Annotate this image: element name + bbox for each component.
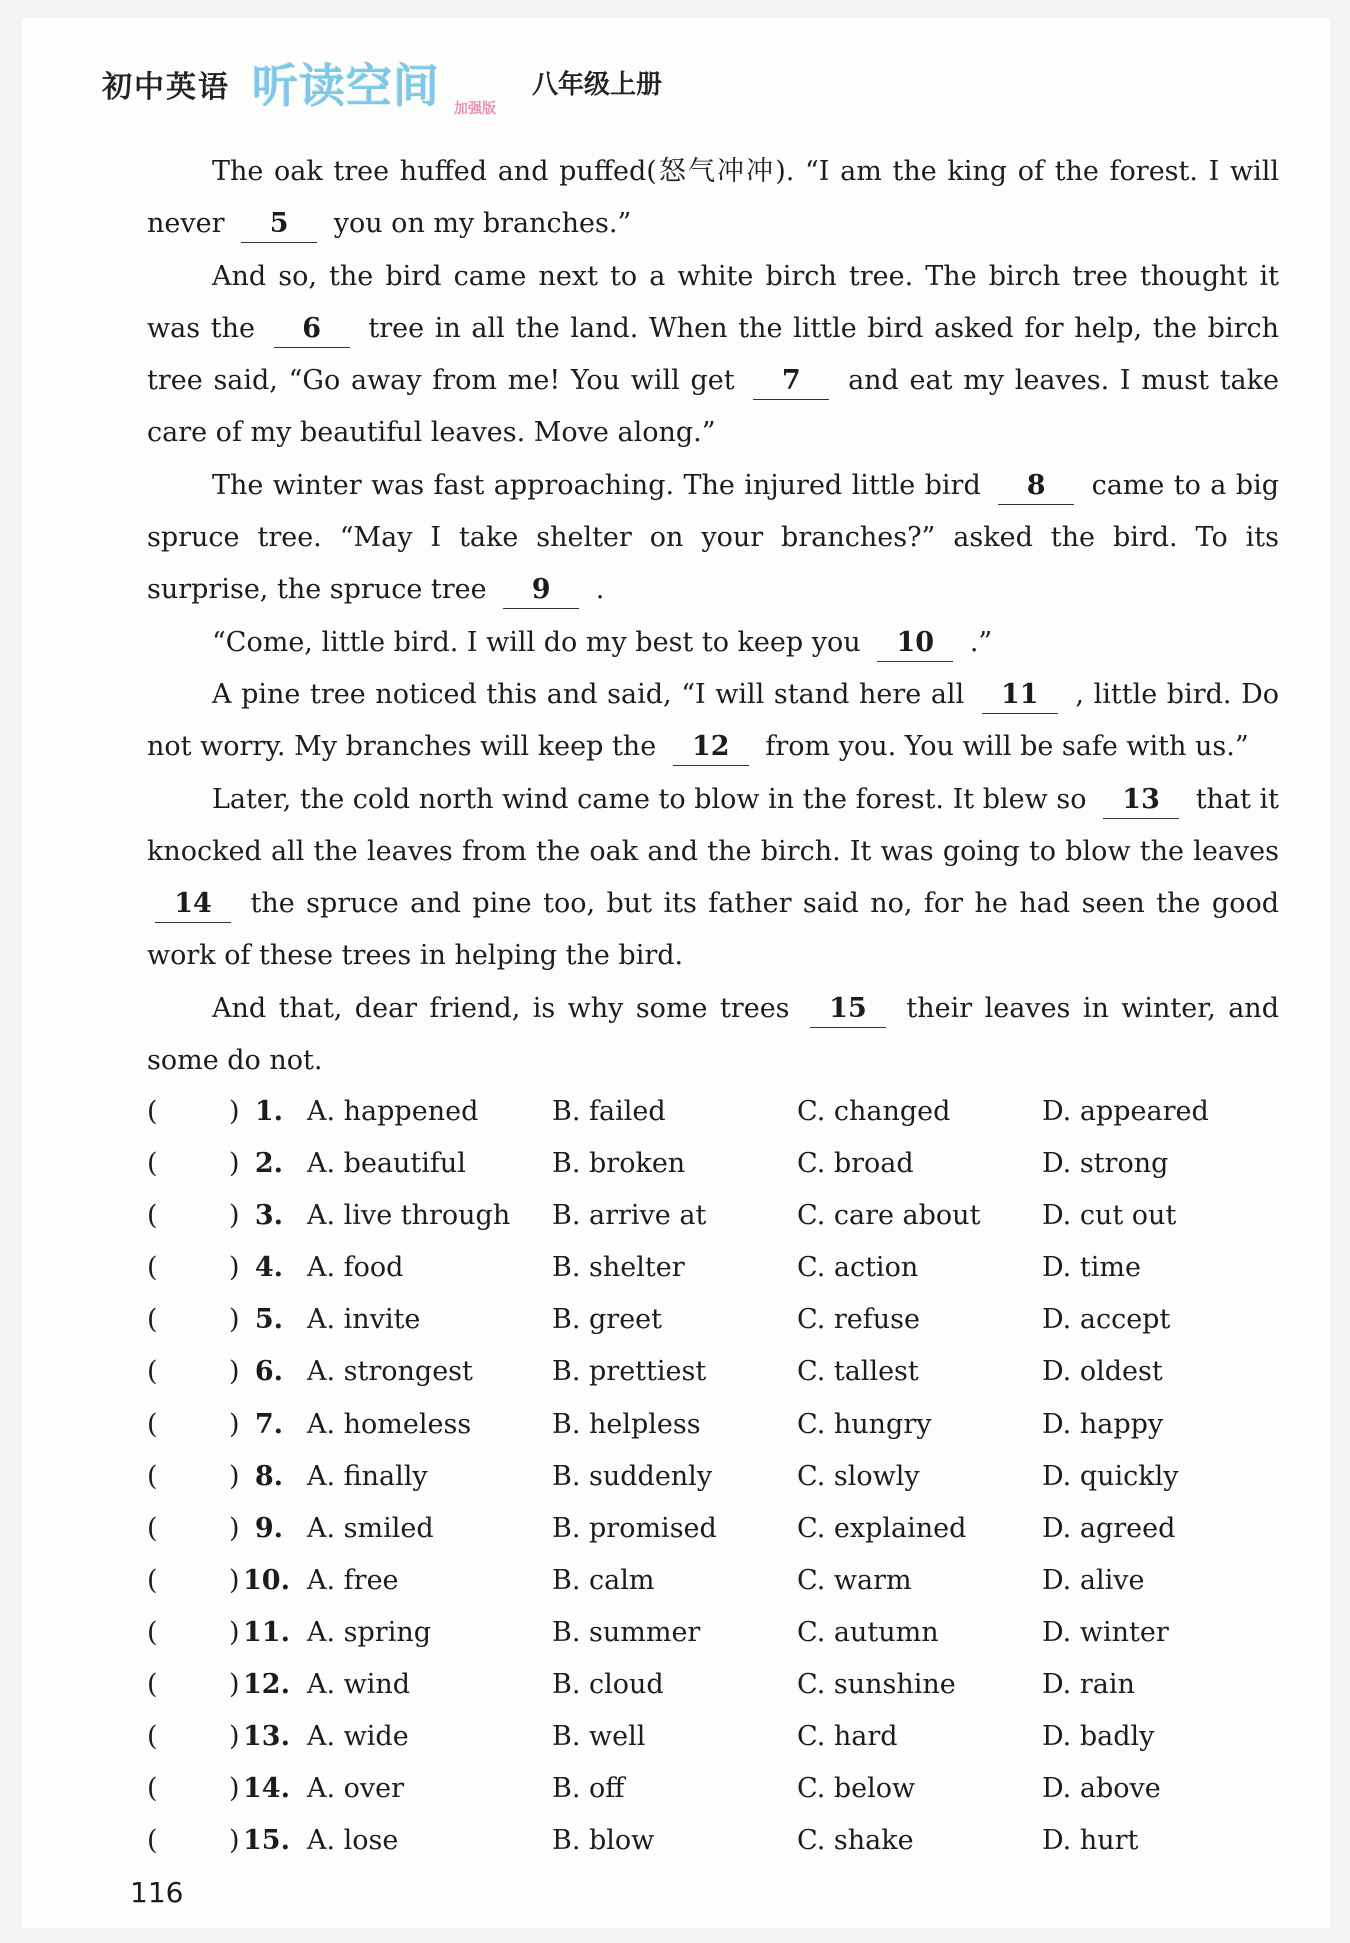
option-c: C. sunshine: [797, 1669, 956, 1701]
answer-paren-left: (: [147, 1096, 158, 1127]
question-row: [147, 1451, 1279, 1503]
blank-number: 5: [241, 206, 317, 243]
option-d: D. alive: [1042, 1564, 1145, 1596]
blank-number: 12: [673, 729, 749, 766]
passage-text: Later, the cold north wind came to blow in the forest. It blew so: [212, 783, 1087, 815]
passage-text: and eat my leaves. I must take care of my beautiful leaves. Move along.”: [147, 365, 1279, 449]
question-row: [147, 1659, 1279, 1711]
option-b: B. cloud: [552, 1669, 664, 1701]
question-number: 15.: [243, 1825, 290, 1857]
page: [22, 18, 1330, 1928]
question-number: 6.: [254, 1356, 283, 1388]
option-b: B. calm: [552, 1564, 655, 1596]
answer-paren-left: (: [147, 1721, 158, 1753]
question-row: [147, 1242, 1279, 1294]
option-d: D. rain: [1042, 1669, 1135, 1701]
option-c: C. changed: [797, 1096, 951, 1127]
option-b: B. failed: [552, 1096, 666, 1127]
option-a: A. wind: [307, 1669, 411, 1701]
question-row: [147, 1711, 1279, 1763]
option-c: C. broad: [797, 1148, 914, 1180]
passage-text: came to a big spruce tree. “May I take shelter on your branches?” asked the bird. To its surprise, the spruce tree: [147, 469, 1280, 606]
option-d: D. agreed: [1042, 1512, 1176, 1544]
option-a: A. finally: [307, 1460, 428, 1492]
question-row: [147, 1294, 1279, 1346]
option-a: A. happened: [307, 1096, 479, 1127]
option-c: C. warm: [797, 1564, 912, 1596]
option-b: B. off: [552, 1773, 625, 1805]
option-c: C. shake: [797, 1825, 914, 1857]
question-number: 8.: [254, 1460, 283, 1492]
answer-paren-right: ): [229, 1304, 240, 1336]
option-a: A. homeless: [307, 1408, 472, 1440]
option-d: D. oldest: [1042, 1356, 1163, 1388]
option-d: D. accept: [1042, 1304, 1171, 1336]
option-c: C. action: [797, 1252, 919, 1284]
option-c: C. slowly: [797, 1460, 920, 1492]
passage-text: .: [595, 574, 605, 606]
answer-paren-right: ): [229, 1356, 240, 1388]
option-c: C. tallest: [797, 1356, 919, 1388]
question-number: 11.: [243, 1616, 290, 1648]
answer-paren-left: (: [147, 1616, 158, 1648]
option-a: A. live through: [307, 1200, 511, 1232]
blank-number: 14: [155, 886, 231, 923]
blank-number: 7: [753, 363, 829, 400]
answer-paren-left: (: [147, 1460, 158, 1492]
answer-paren-right: ): [229, 1825, 240, 1857]
option-d: D. quickly: [1042, 1460, 1179, 1492]
option-d: D. strong: [1042, 1148, 1169, 1180]
question-list: [147, 1086, 1279, 1867]
passage-paragraph: [147, 774, 1279, 983]
question-row: [147, 1190, 1279, 1242]
option-b: B. shelter: [552, 1252, 685, 1284]
answer-paren-right: ): [229, 1721, 240, 1753]
answer-paren-left: (: [147, 1669, 158, 1701]
option-a: A. free: [307, 1564, 399, 1596]
option-b: B. broken: [552, 1148, 686, 1180]
option-c: C. hungry: [797, 1408, 932, 1440]
answer-paren-left: (: [147, 1356, 158, 1388]
question-number: 7.: [254, 1408, 283, 1440]
passage-paragraph: [147, 146, 1279, 251]
answer-paren-right: ): [229, 1773, 240, 1805]
answer-paren-left: (: [147, 1825, 158, 1857]
option-a: A. over: [307, 1773, 405, 1805]
option-a: A. beautiful: [307, 1148, 466, 1180]
answer-paren-left: (: [147, 1408, 158, 1440]
blank-number: 6: [274, 311, 350, 348]
question-number: 3.: [254, 1200, 283, 1232]
passage-text: their leaves in winter, and some do not.: [147, 992, 1279, 1077]
question-number: 12.: [243, 1669, 290, 1701]
option-d: D. cut out: [1042, 1200, 1177, 1232]
answer-paren-left: (: [147, 1252, 158, 1284]
option-d: D. hurt: [1042, 1825, 1139, 1857]
passage-text: A pine tree noticed this and said, “I will stand here all: [212, 678, 965, 710]
brand-logo-text: 听读空间: [252, 59, 440, 113]
question-row: [147, 1086, 1279, 1138]
option-a: A. smiled: [307, 1512, 434, 1544]
answer-paren-right: ): [229, 1564, 240, 1596]
question-number: 4.: [254, 1252, 283, 1284]
passage-text: the spruce and pine too, but its father said no, for he had seen the good work of these trees in helping the bird.: [147, 888, 1279, 972]
answer-paren-right: ): [229, 1408, 240, 1440]
answer-paren-right: ): [229, 1200, 240, 1232]
passage-text: , little bird. Do not worry. My branches will keep the: [147, 678, 1279, 763]
blank-number: 15: [810, 991, 886, 1028]
question-row: [147, 1346, 1279, 1398]
option-c: C. explained: [797, 1512, 967, 1544]
passage-text: “Come, little bird. I will do my best to keep you: [212, 626, 861, 658]
option-a: A. wide: [307, 1721, 409, 1753]
option-d: D. appeared: [1042, 1096, 1209, 1127]
option-a: A. spring: [307, 1616, 432, 1648]
answer-paren-right: ): [229, 1616, 240, 1648]
question-row: [147, 1555, 1279, 1607]
answer-paren-left: (: [147, 1304, 158, 1336]
option-b: B. prettiest: [552, 1356, 707, 1388]
blank-number: 9: [503, 572, 579, 609]
question-number: 1.: [254, 1096, 283, 1127]
option-b: B. arrive at: [552, 1200, 707, 1232]
answer-paren-right: ): [229, 1669, 240, 1701]
question-number: 14.: [243, 1773, 290, 1805]
answer-paren-right: ): [229, 1512, 240, 1544]
blank-number: 13: [1103, 782, 1179, 819]
grade-label: 八年级上册: [532, 70, 663, 100]
option-a: A. invite: [307, 1304, 421, 1336]
question-row: [147, 1399, 1279, 1451]
option-c: C. autumn: [797, 1616, 939, 1648]
question-number: 5.: [254, 1304, 283, 1336]
page-number: 116: [130, 1876, 184, 1909]
passage-paragraph: [147, 617, 1279, 669]
passage-text: And that, dear friend, is why some trees: [212, 992, 790, 1024]
running-header: [102, 46, 722, 116]
option-d: D. badly: [1042, 1721, 1155, 1753]
answer-paren-right: ): [229, 1252, 240, 1284]
answer-paren-left: (: [147, 1148, 158, 1180]
question-number: 2.: [254, 1148, 283, 1180]
option-c: C. below: [797, 1773, 916, 1805]
blank-number: 11: [982, 677, 1058, 714]
passage-text: The oak tree huffed and puffed(怒气冲冲). “I am the king of the forest. I will never: [147, 156, 1279, 240]
passage-text: from you. You will be safe with us.”: [765, 731, 1249, 763]
question-number: 9.: [254, 1512, 283, 1544]
passage-text: And so, the bird came next to a white birch tree. The birch tree thought it was the: [147, 260, 1279, 344]
series-title: 初中英语: [102, 70, 230, 105]
option-b: B. suddenly: [552, 1460, 713, 1492]
option-b: B. promised: [552, 1512, 717, 1544]
option-d: D. winter: [1042, 1616, 1169, 1648]
question-number: 10.: [243, 1564, 290, 1596]
question-row: [147, 1763, 1279, 1815]
answer-paren-left: (: [147, 1200, 158, 1232]
answer-paren-left: (: [147, 1773, 158, 1805]
answer-paren-right: ): [229, 1096, 240, 1127]
option-b: B. summer: [552, 1616, 701, 1648]
blank-number: 10: [877, 625, 953, 662]
answer-paren-left: (: [147, 1512, 158, 1544]
option-b: B. blow: [552, 1825, 655, 1857]
option-c: C. refuse: [797, 1304, 920, 1336]
option-d: D. time: [1042, 1252, 1141, 1284]
question-number: 13.: [243, 1721, 290, 1753]
cloze-passage: [147, 146, 1279, 1087]
passage-text: that it knocked all the leaves from the oak and the birch. It was going to blow the leaves: [147, 783, 1279, 867]
passage-paragraph: [147, 983, 1279, 1088]
passage-text: The winter was fast approaching. The injured little bird: [212, 469, 981, 501]
blank-number: 8: [998, 468, 1074, 505]
passage-paragraph: [147, 251, 1279, 460]
answer-paren-left: (: [147, 1564, 158, 1596]
option-c: C. care about: [797, 1200, 981, 1232]
passage-text: tree in all the land. When the little bird asked for help, the birch tree said, “Go away from me! You will get: [147, 312, 1279, 397]
answer-paren-right: ): [229, 1148, 240, 1180]
option-b: B. greet: [552, 1304, 663, 1336]
passage-text: .”: [969, 626, 993, 658]
option-a: A. food: [307, 1252, 404, 1284]
question-row: [147, 1503, 1279, 1555]
edition-tag: 加强版: [454, 101, 496, 117]
option-b: B. helpless: [552, 1408, 701, 1440]
option-a: A. strongest: [307, 1356, 473, 1388]
answer-paren-right: ): [229, 1460, 240, 1492]
option-c: C. hard: [797, 1721, 898, 1753]
option-d: D. happy: [1042, 1408, 1164, 1440]
passage-paragraph: [147, 669, 1279, 774]
question-row: [147, 1607, 1279, 1659]
question-row: [147, 1815, 1279, 1867]
passage-paragraph: [147, 460, 1279, 617]
question-row: [147, 1138, 1279, 1190]
option-a: A. lose: [307, 1825, 399, 1857]
passage-text: you on my branches.”: [333, 208, 632, 240]
option-d: D. above: [1042, 1773, 1161, 1805]
option-b: B. well: [552, 1721, 646, 1753]
